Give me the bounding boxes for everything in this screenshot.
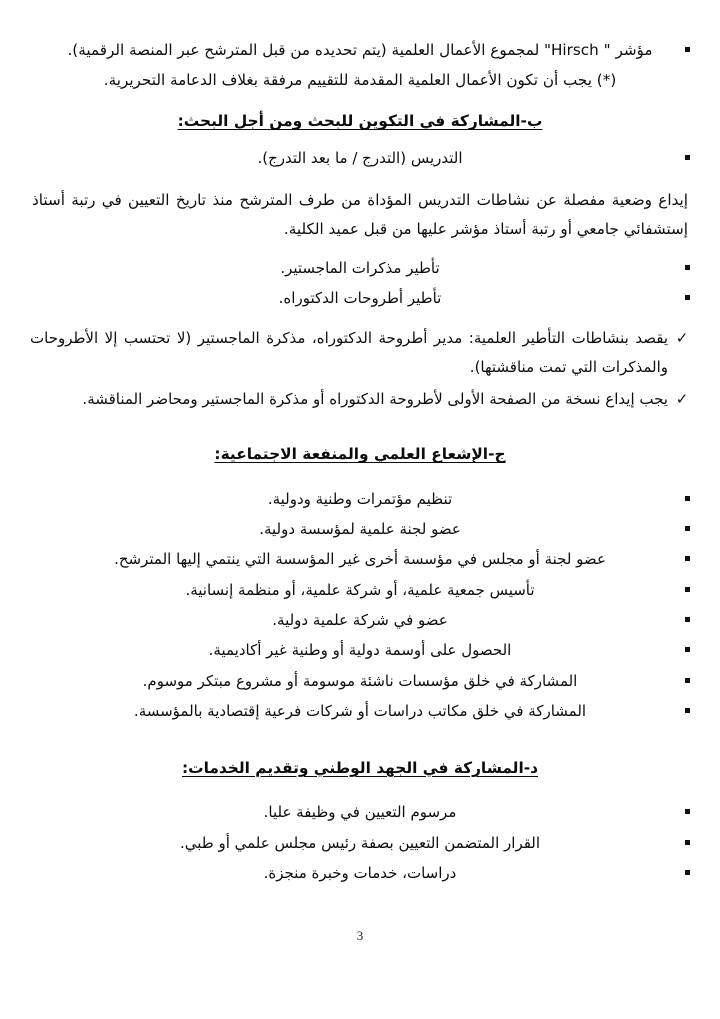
- section-d-list: [30, 797, 690, 888]
- section-b-heading: [30, 107, 690, 136]
- list-item: [30, 828, 690, 858]
- section-b-heading-text: ب-المشاركة في التكوين للبحث ومن أجل البحث:: [177, 112, 543, 131]
- square-bullet-icon: [685, 617, 690, 622]
- square-bullet-icon: [685, 526, 690, 531]
- list-item-label: يقصد بنشاطات التأطير العلمية: مدير أطروحة الدكتوراه، مذكرة الماجستير (لا تحتسب إلا الأطروحات والمذكرات التي تمت مناقشتها).: [30, 328, 668, 376]
- square-bullet-icon: [685, 809, 690, 814]
- list-item-label: عضو لجنة أو مجلس في مؤسسة أخرى غير المؤسسة التي ينتمي إليها المترشح.: [114, 550, 606, 569]
- section-d-heading-text: د-المشاركة في الجهد الوطني وتقديم الخدمات:: [181, 759, 539, 778]
- list-item-label: المشاركة في خلق مؤسسات ناشئة موسومة أو مشروع مبتكر موسوم.: [142, 671, 578, 690]
- check-icon: ✓: [675, 390, 689, 409]
- square-bullet-icon: [685, 840, 690, 845]
- section-b-list-1: [30, 143, 690, 173]
- list-item: [30, 385, 690, 414]
- square-bullet-icon: [685, 265, 690, 270]
- check-icon: ✓: [675, 328, 689, 347]
- square-bullet-icon: [685, 496, 690, 501]
- list-item-label: المشاركة في خلق مكاتب دراسات أو شركات فرعية إقتصادية بالمؤسسة.: [133, 701, 587, 720]
- square-bullet-icon: [685, 678, 690, 683]
- list-item: [30, 605, 690, 635]
- list-item-label: تأسيس جمعية علمية، أو شركة علمية، أو منظمة إنسانية.: [185, 580, 535, 599]
- section-c-heading-text: ج-الإشعاع العلمي والمنفعة الاجتماعية:: [214, 445, 506, 464]
- list-item: [30, 544, 690, 574]
- square-bullet-icon: [685, 870, 690, 875]
- list-item-label: القرار المتضمن التعيين بصفة رئيس مجلس علمي أو طبي.: [179, 833, 541, 852]
- square-bullet-icon: [685, 647, 690, 652]
- page-number: 3: [356, 928, 364, 943]
- list-item: [30, 797, 690, 827]
- top-block: [30, 36, 690, 95]
- list-item: [30, 514, 690, 544]
- list-item: [30, 666, 690, 696]
- square-bullet-icon: [685, 47, 690, 52]
- list-item-label: تأطير أطروحات الدكتوراه.: [278, 289, 442, 308]
- section-c-heading: [30, 440, 690, 469]
- section-b-check-list: [30, 324, 690, 415]
- section-b-paragraph: إيداع وضعية مفصلة عن نشاطات التدريس المؤداة من طرف المترشح منذ تاريخ التعيين في رتبة أستاذ إستشفائي جامعي أو رتبة أستاذ مؤشر عليها من قبل عميد الكلية.: [32, 190, 688, 239]
- list-item: [30, 324, 690, 383]
- square-bullet-icon: [685, 708, 690, 713]
- page-content: [30, 36, 690, 888]
- section-b-list-2: [30, 253, 690, 314]
- list-item-label: عضو في شركة علمية دولية.: [272, 610, 448, 629]
- list-item-label: مرسوم التعيين في وظيفة عليا.: [263, 803, 457, 822]
- square-bullet-icon: [685, 295, 690, 300]
- list-item: [30, 858, 690, 888]
- list-item: [30, 143, 690, 173]
- list-item: [30, 696, 690, 726]
- square-bullet-icon: [685, 155, 690, 160]
- square-bullet-icon: [685, 587, 690, 592]
- section-d-heading: [30, 754, 690, 783]
- hirsch-index-text: مؤشر " Hirsch" لمجموع الأعمال العلمية (يتم تحديده من قبل المترشح عبر المنصة الرقمية).: [67, 41, 653, 59]
- list-item-label: دراسات، خدمات وخبرة منجزة.: [263, 863, 457, 882]
- list-item: [30, 253, 690, 283]
- list-item-label: الحصول على أوسمة دولية أو وطنية غير أكاديمية.: [208, 641, 512, 660]
- list-item-label: التدريس (التدرج / ما بعد التدرج).: [257, 148, 463, 167]
- list-item: [30, 635, 690, 665]
- list-item: [30, 575, 690, 605]
- list-item-label: يجب إيداع نسخة من الصفحة الأولى لأطروحة الدكتوراه أو مذكرة الماجستير ومحاضر المناقشة.: [82, 390, 668, 409]
- list-item: [30, 484, 690, 514]
- asterisk-note: (*) يجب أن تكون الأعمال العلمية المقدمة للتقييم مرفقة بغلاف الدعامة التحريرية.: [103, 70, 617, 89]
- section-c-list: [30, 484, 690, 726]
- list-item: [30, 36, 690, 66]
- list-item: [30, 283, 690, 313]
- list-item-label: تأطير مذكرات الماجستير.: [280, 259, 440, 278]
- list-item-label: عضو لجنة علمية لمؤسسة دولية.: [259, 520, 461, 539]
- square-bullet-icon: [685, 556, 690, 561]
- list-item-label: تنظيم مؤتمرات وطنية ودولية.: [267, 489, 453, 508]
